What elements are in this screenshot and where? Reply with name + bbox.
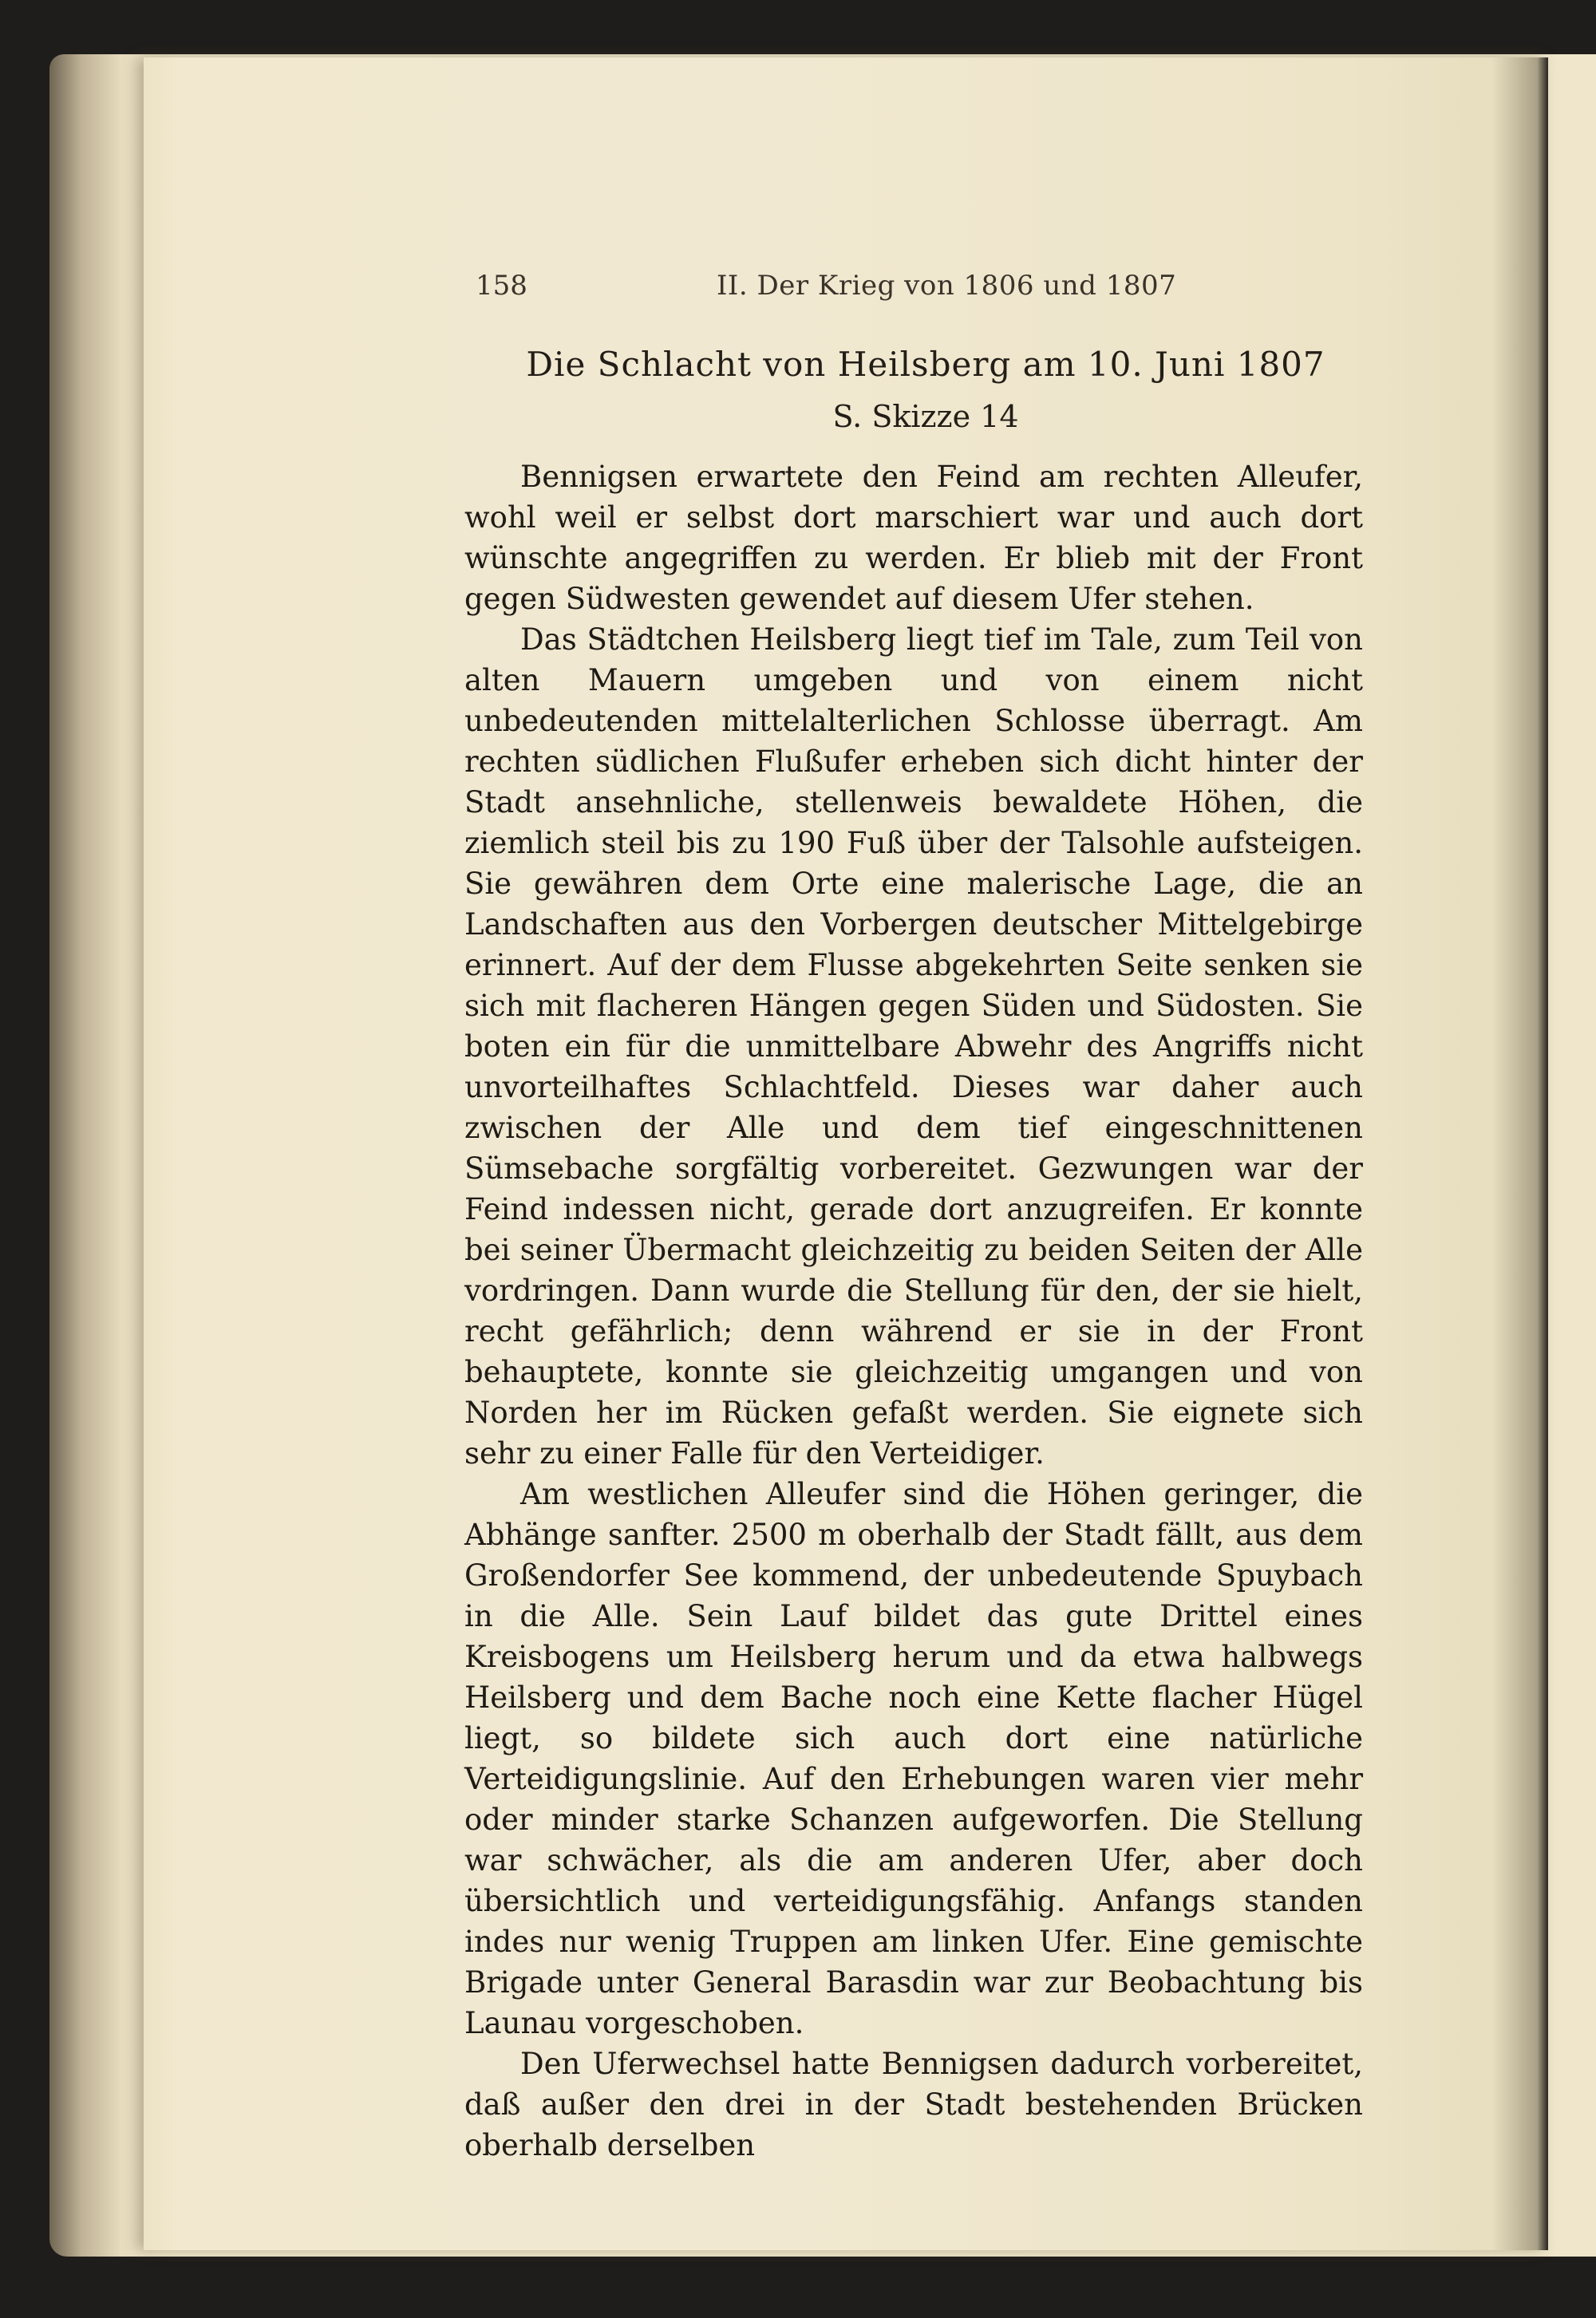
paragraph: Am westlichen Alleufer sind die Höhen geringer, die Abhänge sanfter. 2500 m oberhalb der Stadt fällt, aus dem Großendorfer See kommend, der unbedeutende Spuybach in die Alle. Sein Lauf bildet das gute Drittel eines Kreisbogens um Heilsberg herum und da etwa halbwegs Heilsberg und dem Bache noch eine Kette flacher Hügel liegt, so bildete sich auch dort eine natürliche Verteidigungslinie. Auf den Erhebungen waren vier mehr oder minder starke Schanzen aufgeworfen. Die Stellung war schwächer, als die am anderen Ufer, aber doch übersichtlich und verteidigungsfähig. Anfangs standen indes nur wenig Truppen am linken Ufer. Eine gemischte Brigade unter General Barasdin war zur Beobachtung bis Launau vorgeschoben.: [464, 1477, 1363, 2040]
section-subtitle: S. Skizze 14: [832, 399, 1019, 434]
binding-gutter: [1492, 57, 1548, 2250]
section-title: Die Schlacht von Heilsberg am 10. Juni 1807: [526, 345, 1325, 384]
body-text: [464, 456, 1363, 2166]
paragraph: Das Städtchen Heilsberg liegt tief im Tale, zum Teil von alten Mauern umgeben und von einem nicht unbedeutenden mittelalterlichen Schlosse überragt. Am rechten südlichen Flußufer erheben sich dicht hinter der Stadt ansehnliche, stellenweis bewaldete Höhen, die ziemlich steil bis zu 190 Fuß über der Talsohle aufsteigen. Sie gewähren dem Orte eine malerische Lage, die an Landschaften aus den Vorbergen deutscher Mittelgebirge erinnert. Auf der dem Flusse abgekehrten Seite senken sie sich mit flacheren Hängen gegen Süden und Südosten. Sie boten ein für die unmittelbare Abwehr des Angriffs nicht unvorteilhaftes Schlachtfeld. Dieses war daher auch zwischen der Alle und dem tief eingeschnittenen Sümsebache sorgfältig vorbereitet. Gezwungen war der Feind indessen nicht, gerade dort anzugreifen. Er konnte bei seiner Übermacht gleichzeitig zu beiden Seiten der Alle vordringen. Dann wurde die Stellung für den, der sie hielt, recht gefährlich; denn während er sie in der Front behauptete, konnte sie gleichzeitig umgangen und von Norden her im Rücken gefaßt werden. Sie eignete sich sehr zu einer Falle für den Verteidiger.: [464, 622, 1363, 1471]
paragraph: Den Uferwechsel hatte Bennigsen dadurch vorbereitet, daß außer den drei in der Stadt bestehenden Brücken oberhalb derselben: [464, 2047, 1363, 2162]
running-head: II. Der Krieg von 1806 und 1807: [717, 270, 1177, 302]
page-header: [332, 270, 1369, 308]
paragraph: Bennigsen erwartete den Feind am rechten Alleufer, wohl weil er selbst dort marschiert war und auch dort wünschte angegriffen zu werden. Er blieb mit der Front gegen Südwesten gewendet auf diesem Ufer stehen.: [464, 460, 1363, 616]
page-number: 158: [476, 270, 527, 302]
